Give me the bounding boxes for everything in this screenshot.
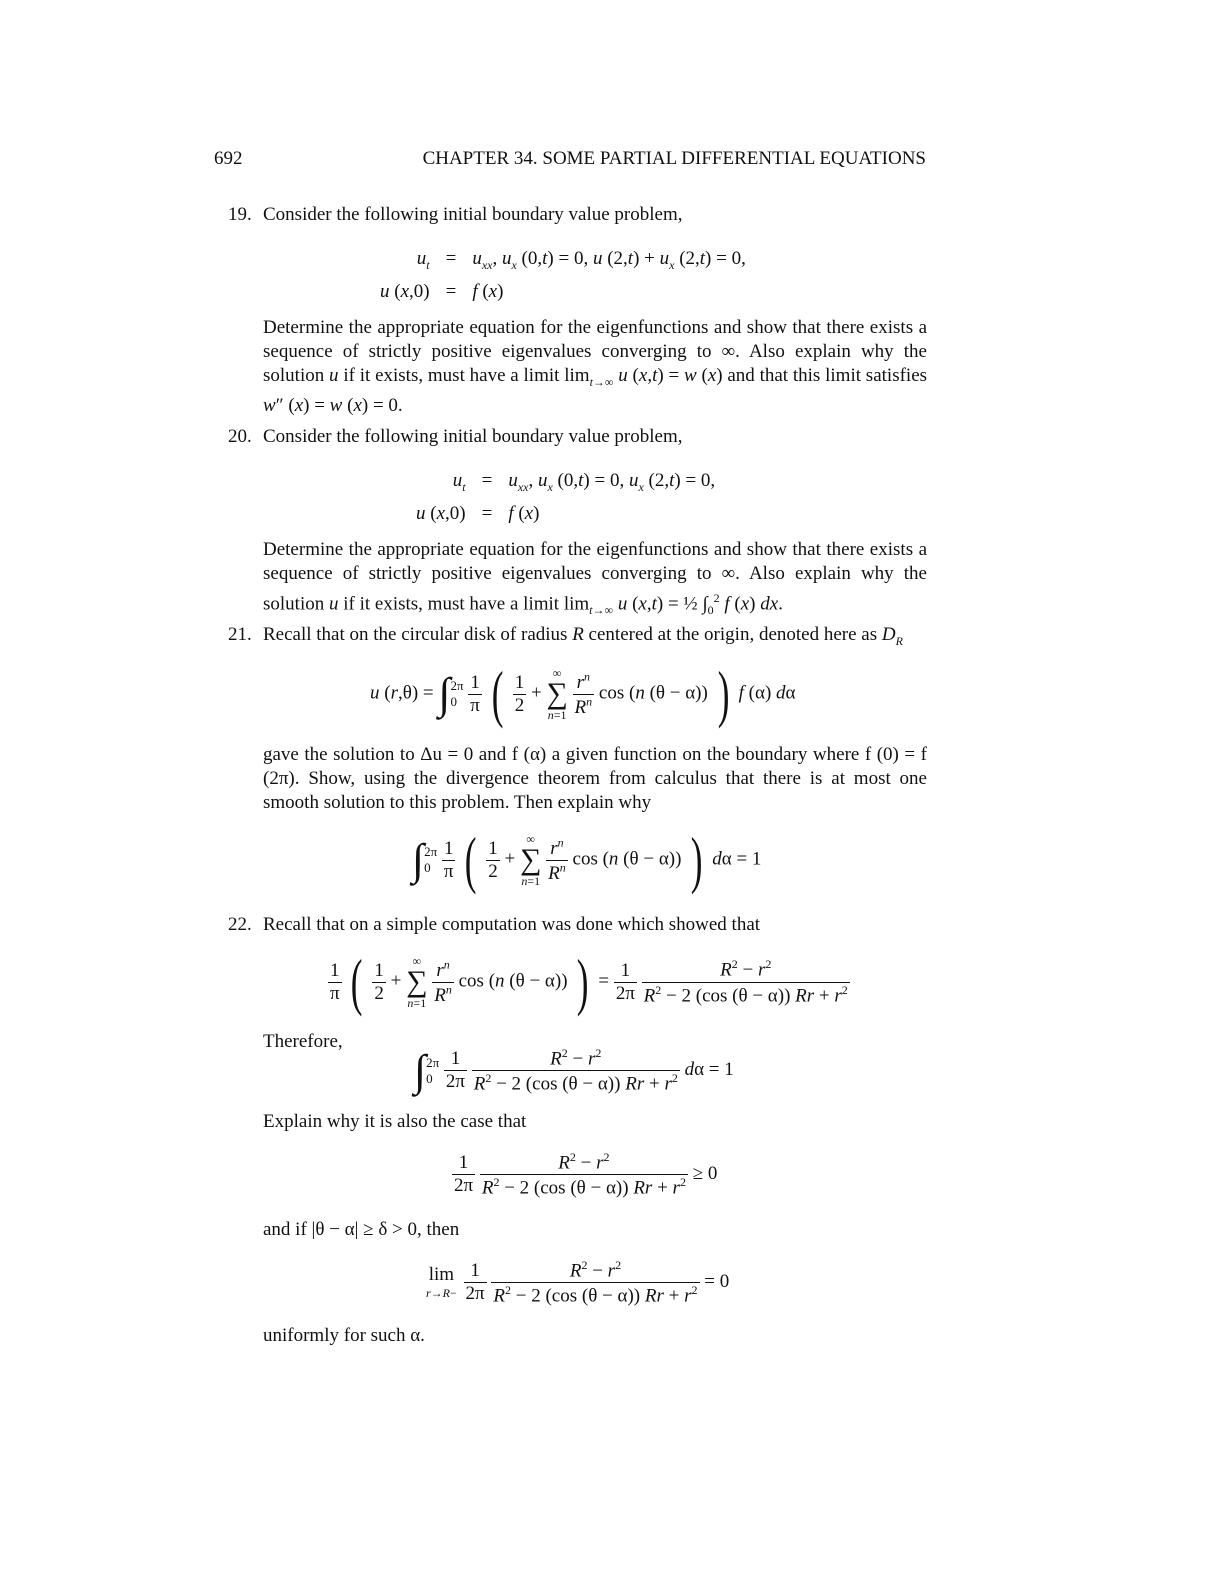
page-header xyxy=(214,148,926,172)
problem-22 xyxy=(228,914,928,936)
problem-intro: Recall that on a simple computation was done which showed that xyxy=(263,914,761,935)
problem-text: gave the solution to Δu = 0 and f (α) a given function on the boundary where f (0) = f (2π). Show, using the divergence theorem from calculus that there is at most one smooth solution to this problem. Then explain why xyxy=(263,744,927,813)
problem-text: Determine the appropriate equation for the eigenfunctions and show that there exists a sequence of strictly positive eigenvalues converging to ∞. Also explain why the solution u if it exists, must have a limit $\lim_{t\to\infty} u$ (x,t) = w (x) and that this limit satisfies w″ (x) = w (x) = 0. xyxy=(263,317,928,416)
uniform-text: uniformly for such α. xyxy=(263,1325,425,1346)
problem-number: 21. xyxy=(228,624,252,645)
problem-21 xyxy=(228,624,928,649)
kernel-limit: lim r→R− $\frac{1}{2\pi}$ $\frac{R^2 - r^2}{R^2 - 2 (\cos (\theta - \alpha)) Rr + r^2}$ = 0 xyxy=(426,1258,730,1307)
problem-intro: Consider the following initial boundary value problem, xyxy=(263,204,683,225)
problem-number: 22. xyxy=(228,914,252,935)
poisson-integral-equation: u (r,θ) = ∫2π 0 $\frac{1}{\pi}$ ( $\frac{1}{2}$ + ∞ ∑ n=1 $\frac{r^n}{R^n}$ cos (n (θ − α)) ) f (α) dα xyxy=(370,658,796,729)
problem-intro: Consider the following initial boundary value problem, xyxy=(263,426,683,447)
condition-text: and if |θ − α| ≥ δ > 0, then xyxy=(263,1219,460,1240)
problem-number: 20. xyxy=(228,426,252,447)
problem-intro: Recall that on the circular disk of radius R centered at the origin, denoted here as $D_R$ xyxy=(263,624,903,648)
equation-array: $u_t$ = $u_{xx}$, $u_x$ (0,t) = 0, u $(2,t) + u_x$ (2,t) = 0, u (x,0) = f (x) xyxy=(380,248,746,302)
kernel-integral-equation: ∫2π 0 $\frac{1}{2\pi}$ $\frac{R^2 - r^2}{R^2 - 2 (\cos (\theta - \alpha)) Rr + r^2}$ dα = 1 xyxy=(414,1045,734,1095)
problem-text: Determine the appropriate equation for the eigenfunctions and show that there exists a sequence of strictly positive eigenvalues converging to ∞. Also explain why the solution u if it exists, must have a limit $\lim_{t\to\infty} u$ (x,t) = ½ $\int_0^2$ f (x) dx. xyxy=(263,539,927,618)
explain-text: Explain why it is also the case that xyxy=(263,1111,527,1132)
poisson-kernel-identity: $\frac{1}{\pi}$ ( $\frac{1}{2}$ + ∞ ∑ n=1 $\frac{r^n}{R^n}$ cos (n (θ − α)) ) = $\frac{1}{2\pi}$ $\frac{R^2 - r^2}{R^2 - 2 (\cos (\theta - \alpha)) Rr + r^2}$ xyxy=(330,946,848,1017)
problem-20 xyxy=(228,426,928,448)
equation-array: $u_t$ = $u_{xx}$, $u_x$ (0,t) = 0, $u_x$ (2,t) = 0, u (x,0) = f (x) xyxy=(416,470,716,524)
kernel-nonnegative: $\frac{1}{2\pi}$ $\frac{R^2 - r^2}{R^2 - 2 (\cos (\theta - \alpha)) Rr + r^2}$ ≥ 0 xyxy=(454,1150,718,1199)
page-number: 692 xyxy=(214,148,243,169)
problem-number: 19. xyxy=(228,204,252,225)
chapter-title: CHAPTER 34. SOME PARTIAL DIFFERENTIAL EQUATIONS xyxy=(422,148,926,169)
therefore-text: Therefore, xyxy=(263,1031,343,1052)
integral-equals-one: ∫2π 0 $\frac{1}{\pi}$ ( $\frac{1}{2}$ + ∞ ∑ n=1 $\frac{r^n}{R^n}$ cos (n (θ − α)) ) dα = 1 xyxy=(412,824,762,895)
problem-19 xyxy=(228,204,928,226)
